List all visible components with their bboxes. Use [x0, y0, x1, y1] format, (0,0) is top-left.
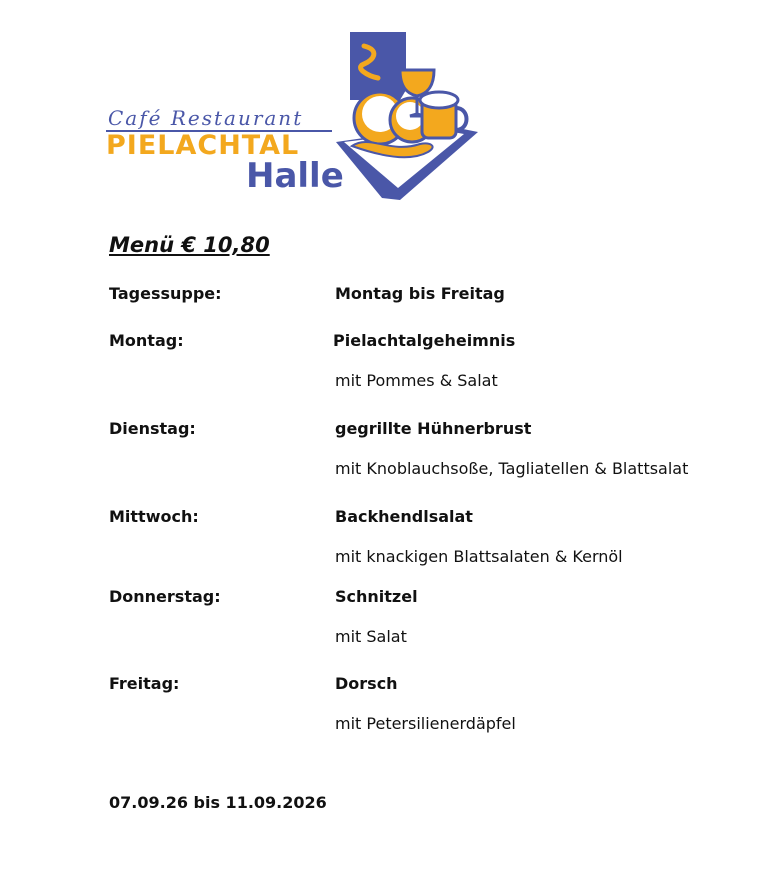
dish-side: mit Salat	[335, 627, 407, 646]
logo-cafe-restaurant-text: Café Restaurant	[108, 106, 304, 130]
restaurant-logo	[104, 30, 482, 202]
dish-name: gegrillte Hühnerbrust	[335, 419, 532, 438]
day-label: Donnerstag:	[109, 587, 221, 606]
menu-day-row-wednesday	[0, 507, 762, 566]
dish-name: Schnitzel	[335, 587, 418, 606]
menu-day-row-friday	[0, 674, 762, 733]
menu-day-row-monday	[0, 331, 762, 390]
menu-date-range: 07.09.26 bis 11.09.2026	[109, 793, 327, 812]
day-label: Mittwoch:	[109, 507, 199, 526]
soup-label: Tagessuppe:	[109, 284, 222, 303]
logo-halle-text: Halle	[246, 156, 344, 196]
menu-day-row-tuesday	[0, 419, 762, 478]
dish-side: mit knackigen Blattsalaten & Kernöl	[335, 547, 623, 566]
day-label: Montag:	[109, 331, 184, 350]
soup-value: Montag bis Freitag	[335, 284, 505, 303]
dish-name: Pielachtalgeheimnis	[333, 331, 516, 350]
menu-day-row-thursday	[0, 587, 762, 646]
menu-title: Menü € 10,80	[109, 233, 270, 257]
dish-name: Backhendlsalat	[335, 507, 473, 526]
soup-row	[0, 284, 762, 306]
day-label: Freitag:	[109, 674, 180, 693]
dish-side: mit Knoblauchsoße, Tagliatellen & Blattsalat	[335, 459, 689, 478]
dish-name: Dorsch	[335, 674, 398, 693]
day-label: Dienstag:	[109, 419, 196, 438]
dish-side: mit Pommes & Salat	[335, 371, 498, 390]
logo-pielachtal-text: PIELACHTAL	[106, 130, 300, 161]
dish-side: mit Petersilienerdäpfel	[335, 714, 516, 733]
food-tray-illustration-icon	[330, 30, 482, 202]
